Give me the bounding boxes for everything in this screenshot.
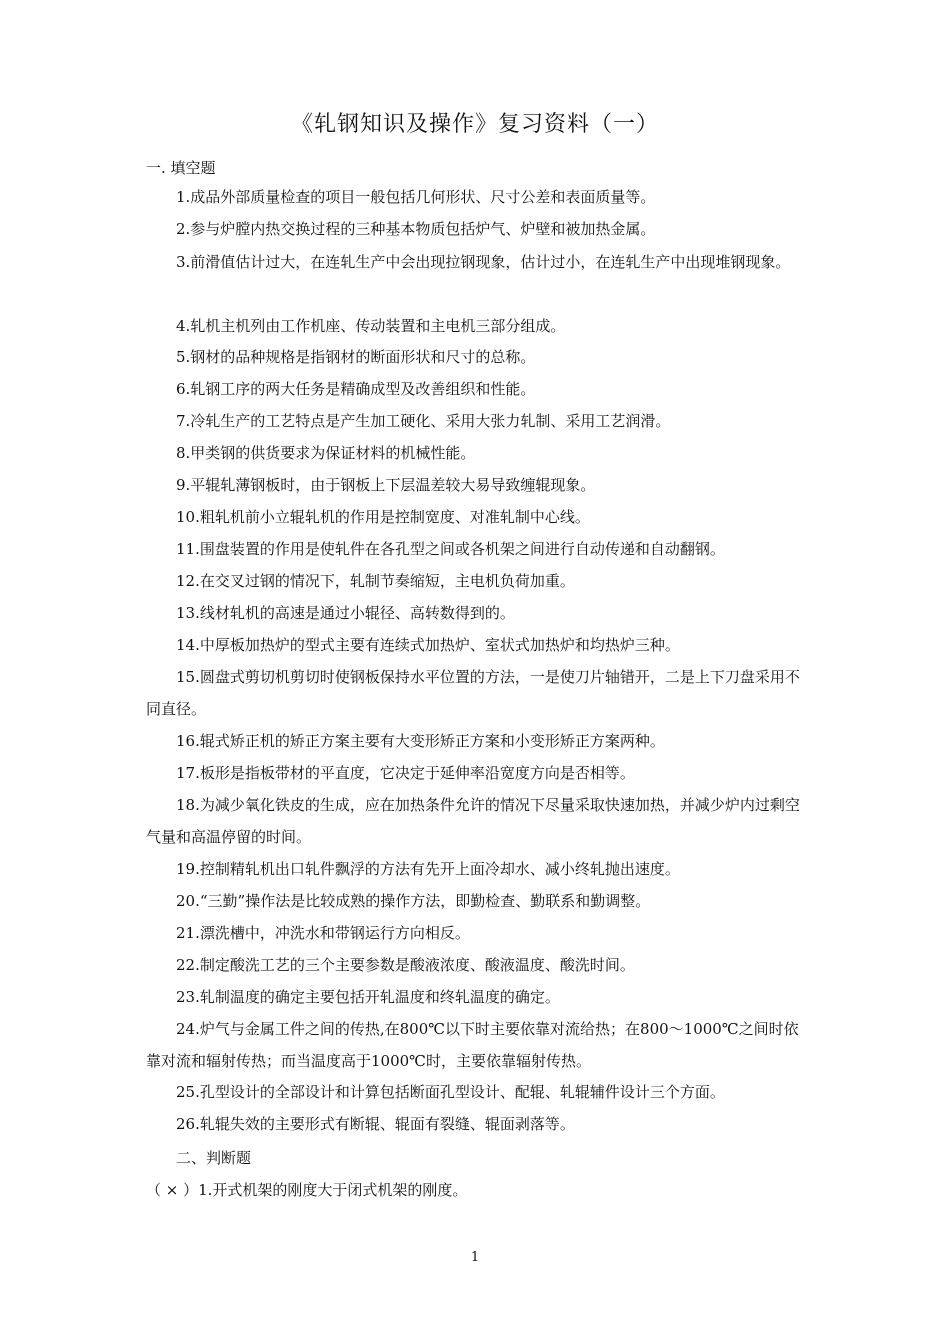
list-item: 14.中厚板加热炉的型式主要有连续式加热炉、室状式加热炉和均热炉三种。 — [176, 636, 680, 654]
list-item: 26.轧辊失效的主要形式有断辊、辊面有裂缝、辊面剥落等。 — [176, 1115, 575, 1133]
list-item: 21.漂洗槽中，冲洗水和带钢运行方向相反。 — [176, 924, 470, 942]
list-item: 8.甲类钢的供货要求为保证材料的机械性能。 — [176, 444, 476, 462]
list-item: 11.围盘装置的作用是使轧件在各孔型之间或各机架之间进行自动传递和自动翻钢。 — [176, 540, 725, 558]
list-item: 25.孔型设计的全部设计和计算包括断面孔型设计、配辊、轧辊辅件设计三个方面。 — [176, 1083, 725, 1101]
list-item: 16.辊式矫正机的矫正方案主要有大变形矫正方案和小变形矫正方案两种。 — [176, 732, 665, 750]
list-item: 2.参与炉膛内热交换过程的三种基本物质包括炉气、炉壁和被加热金属。 — [176, 220, 656, 238]
section-heading-fill-blank: 一. 填空题 — [146, 159, 216, 177]
list-item: 3.前滑值估计过大，在连轧生产中会出现拉钢现象，估计过小，在连轧生产中出现堆钢现象。 — [176, 253, 791, 271]
list-item: 15.圆盘式剪切机剪切时使钢板保持水平位置的方法，一是使刀片轴错开，二是上下刀盘采用不同直径。 — [146, 668, 800, 718]
list-item: 5.钢材的品种规格是指钢材的断面形状和尺寸的总称。 — [176, 348, 536, 366]
judgment-item: （ × ）1.开式机架的刚度大于闭式机架的刚度。 — [146, 1181, 468, 1199]
list-item: 20.“三勤”操作法是比较成熟的操作方法，即勤检查、勤联系和勤调整。 — [176, 892, 651, 910]
list-item: 10.粗轧机前小立辊轧机的作用是控制宽度、对准轧制中心线。 — [176, 508, 590, 526]
list-item: 13.线材轧机的高速是通过小辊径、高转数得到的。 — [176, 604, 515, 622]
page-number: 1 — [470, 1250, 480, 1265]
list-item: 23.轧制温度的确定主要包括开轧温度和终轧温度的确定。 — [176, 988, 560, 1006]
list-item: 7.冷轧生产的工艺特点是产生加工硬化、采用大张力轧制、采用工艺润滑。 — [176, 412, 671, 430]
list-item: 17.板形是指板带材的平直度，它决定于延伸率沿宽度方向是否相等。 — [176, 764, 635, 782]
list-item: 4.轧机主机列由工作机座、传动装置和主电机三部分组成。 — [176, 317, 566, 335]
list-item: 12.在交叉过钢的情况下，轧制节奏缩短，主电机负荷加重。 — [176, 572, 575, 590]
section-heading-true-false: 二、判断题 — [176, 1149, 252, 1167]
document-title: 《轧钢知识及操作》复习资料（一） — [290, 112, 659, 137]
list-item: 24.炉气与金属工件之间的传热,在800℃以下时主要依靠对流给热；在800～1000℃之间时依靠对流和辐射传热；而当温度高于1000℃时，主要依靠辐射传热。 — [146, 1020, 799, 1070]
list-item: 9.平辊轧薄钢板时，由于钢板上下层温差较大易导致缠辊现象。 — [176, 476, 596, 494]
list-item: 22.制定酸洗工艺的三个主要参数是酸液浓度、酸液温度、酸洗时间。 — [176, 956, 635, 974]
list-item: 6.轧钢工序的两大任务是精确成型及改善组织和性能。 — [176, 380, 536, 398]
list-item: 1.成品外部质量检查的项目一般包括几何形状、尺寸公差和表面质量等。 — [176, 188, 656, 206]
list-item: 19.控制精轧机出口轧件飘浮的方法有先开上面冷却水、减小终轧抛出速度。 — [176, 860, 680, 878]
list-item: 18.为减少氧化铁皮的生成，应在加热条件允许的情况下尽量采取快速加热，并减少炉内过剩空气量和高温停留的时间。 — [146, 796, 800, 846]
